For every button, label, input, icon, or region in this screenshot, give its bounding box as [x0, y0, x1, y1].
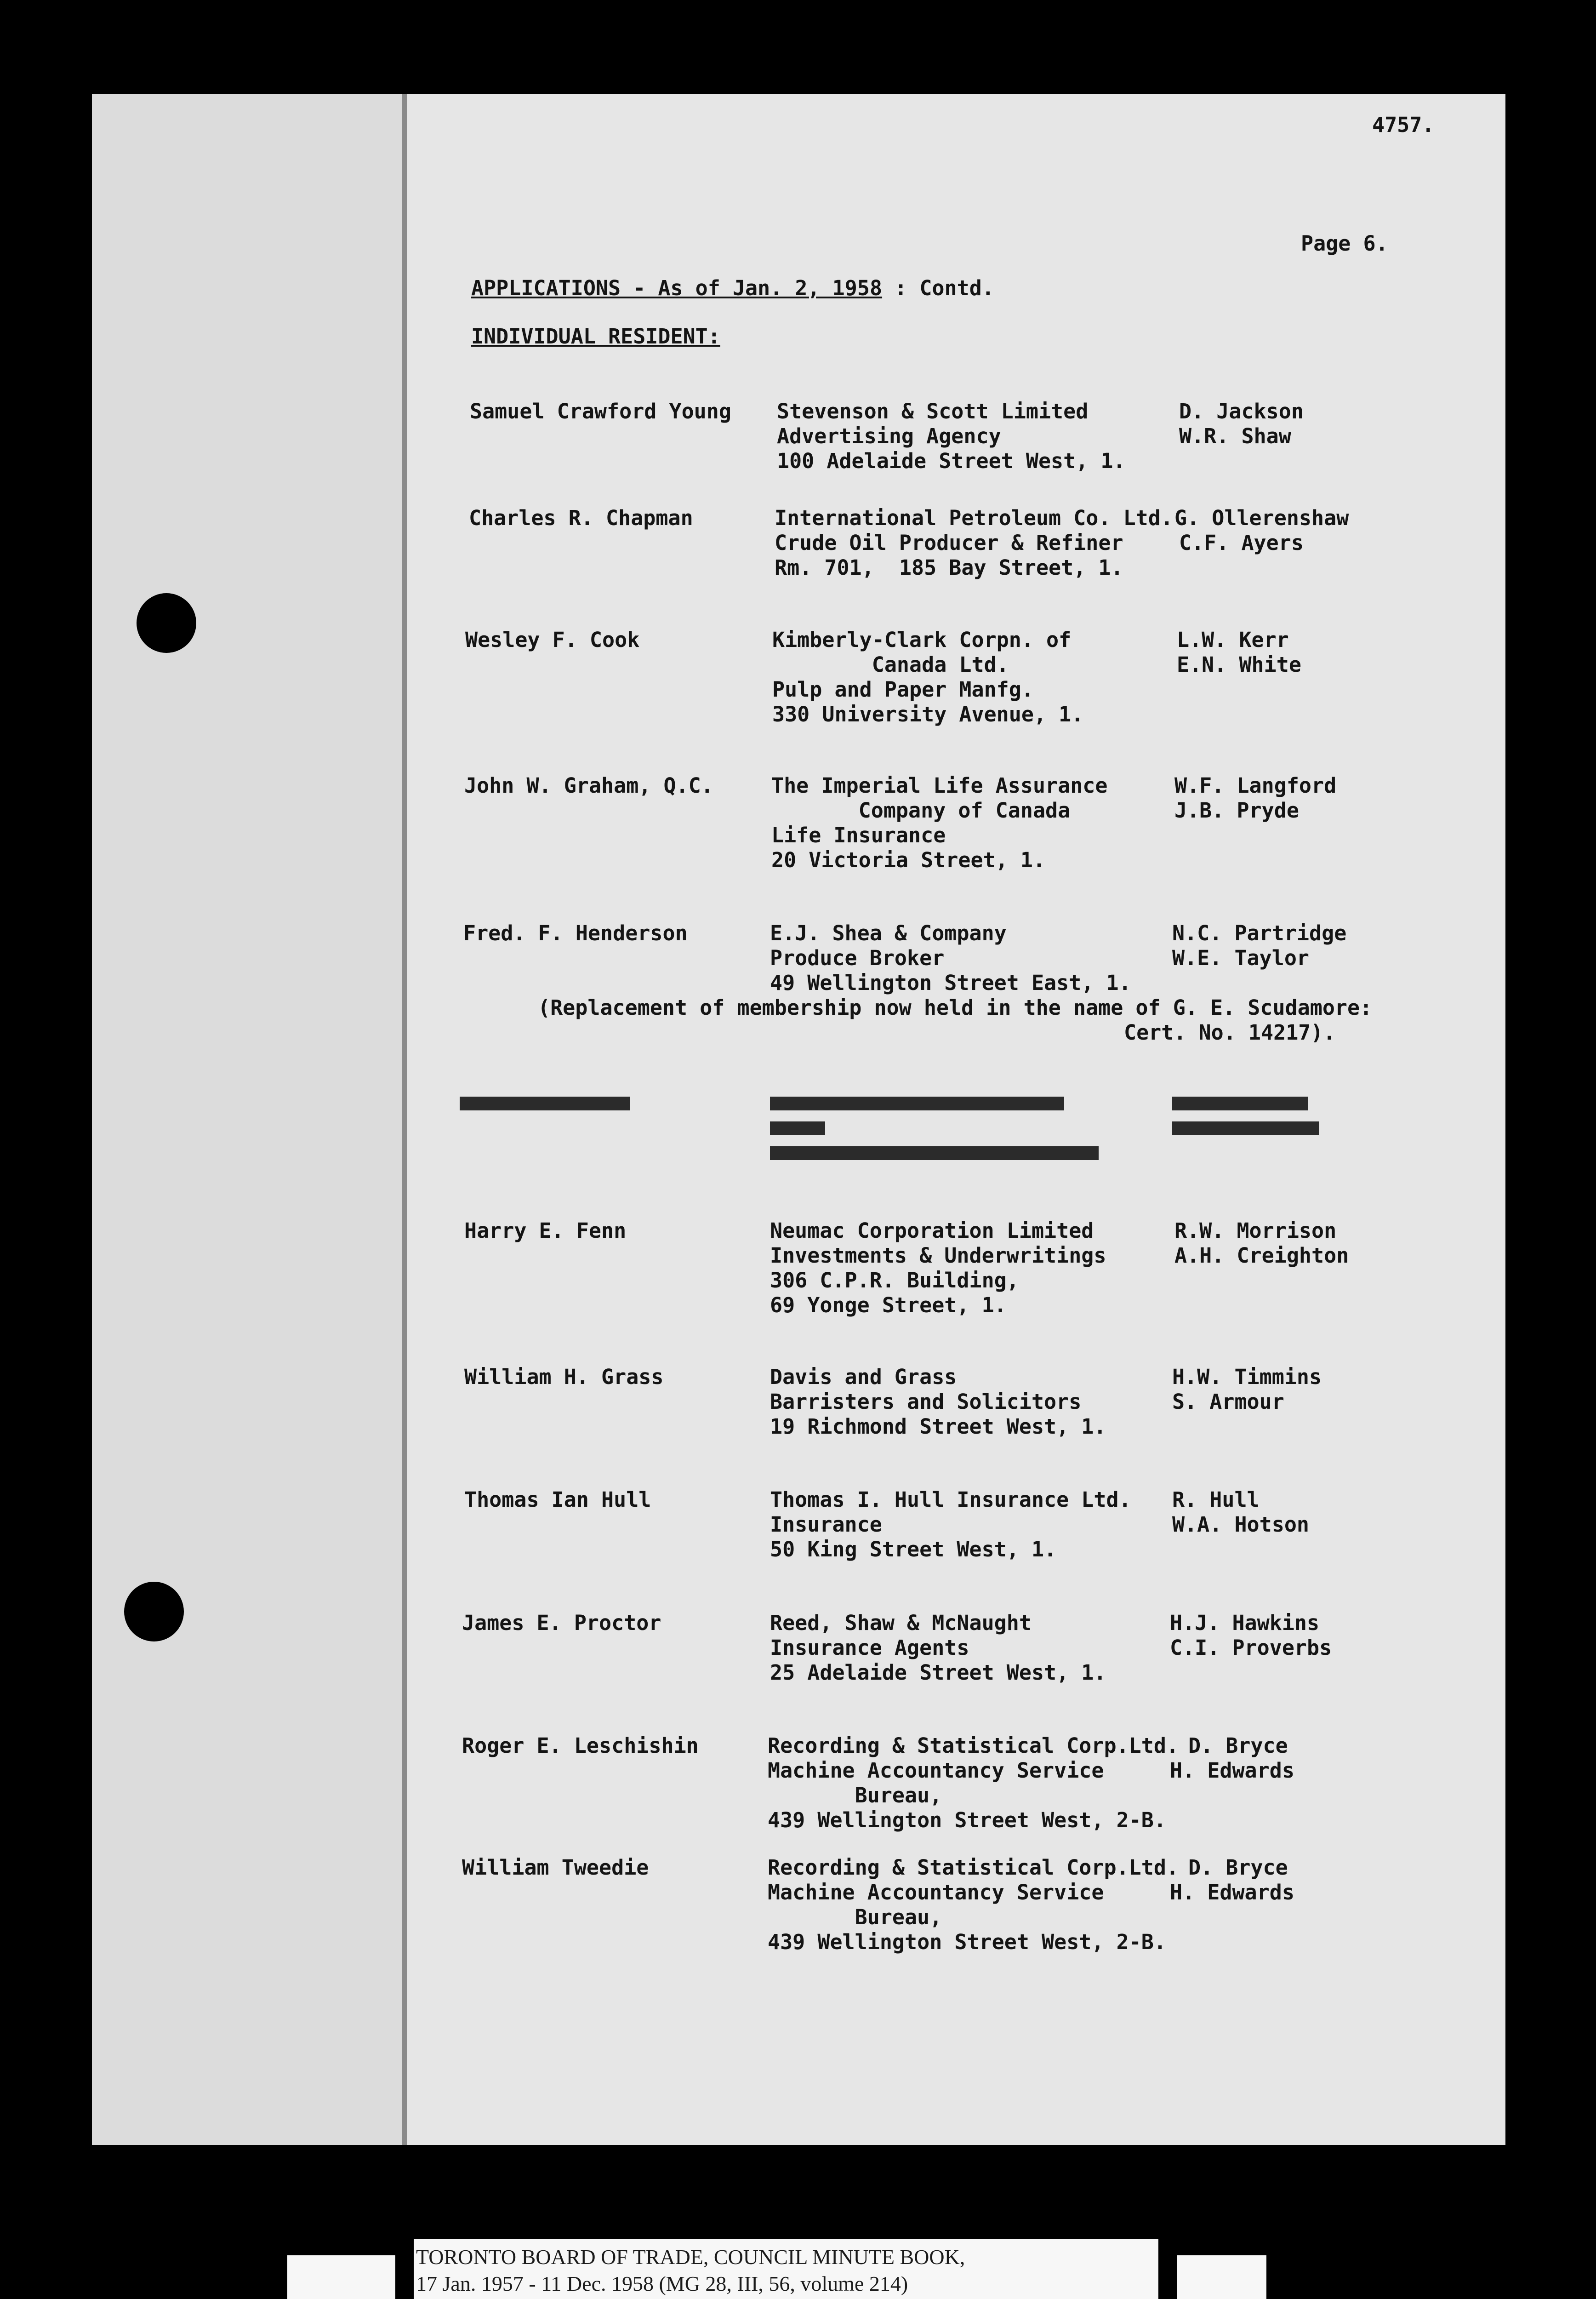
company-line: Kimberly-Clark Corpn. of [772, 628, 1072, 652]
company-line: Life Insurance [771, 823, 946, 847]
sponsor: D. Bryce [1188, 1733, 1288, 1758]
sponsor: S. Armour [1172, 1390, 1284, 1414]
sponsor: W.E. Taylor [1172, 946, 1310, 970]
company-line: Investments & Underwritings [770, 1243, 1106, 1268]
struck-out-company [770, 1097, 1064, 1110]
company-line: Company of Canada [771, 798, 1071, 823]
company-line: 19 Richmond Street West, 1. [770, 1414, 1106, 1439]
company-line: 439 Wellington Street West, 2-B. [768, 1930, 1166, 1954]
company-line: 25 Adelaide Street West, 1. [770, 1660, 1106, 1685]
sponsor: C.I. Proverbs [1170, 1636, 1332, 1660]
sponsor: W.A. Hotson [1172, 1512, 1310, 1537]
applicant-name: Fred. F. Henderson [463, 921, 688, 945]
sponsor: W.F. Langford [1174, 773, 1337, 798]
company-line: Davis and Grass [770, 1365, 957, 1389]
company-line: 439 Wellington Street West, 2-B. [768, 1808, 1166, 1832]
applicant-name: Roger E. Leschishin [462, 1733, 699, 1758]
sponsor: A.H. Creighton [1174, 1243, 1349, 1268]
applicant-name: John W. Graham, Q.C. [464, 773, 713, 798]
applicant-name: William H. Grass [464, 1365, 664, 1389]
struck-out-company [770, 1121, 825, 1135]
punch-hole [137, 593, 196, 653]
replacement-note: (Replacement of membership now held in the name of G. E. Scudamore: [538, 995, 1373, 1020]
company-line: Pulp and Paper Manfg. [772, 677, 1034, 702]
sponsor: J.B. Pryde [1174, 798, 1299, 823]
company-line: 69 Yonge Street, 1. [770, 1293, 1007, 1317]
heading-title: APPLICATIONS - As of Jan. 2, 1958 [471, 276, 883, 300]
replacement-note: Cert. No. 14217). [1124, 1020, 1336, 1045]
sponsor: H. Edwards [1170, 1758, 1294, 1783]
margin-line [402, 94, 407, 2145]
struck-out-sponsor [1172, 1121, 1319, 1135]
sponsor: C.F. Ayers [1179, 531, 1304, 555]
company-line: Canada Ltd. [772, 652, 1009, 677]
company-line: Insurance Agents [770, 1636, 969, 1660]
page-number: Page 6. [1301, 231, 1388, 256]
company-line: 20 Victoria Street, 1. [771, 848, 1046, 872]
company-line: 50 King Street West, 1. [770, 1537, 1057, 1561]
company-line: Advertising Agency [777, 424, 1001, 448]
company-line: Produce Broker [770, 946, 945, 970]
sponsor: G. Ollerenshaw [1174, 506, 1349, 530]
company-line: Machine Accountancy Service [768, 1758, 1104, 1783]
company-line: Neumac Corporation Limited [770, 1218, 1094, 1243]
sponsor: E.N. White [1177, 652, 1301, 677]
company-line: Recording & Statistical Corp.Ltd. [768, 1733, 1179, 1758]
applicant-name: Thomas Ian Hull [464, 1487, 651, 1512]
company-line: Thomas I. Hull Insurance Ltd. [770, 1487, 1131, 1512]
sponsor: N.C. Partridge [1172, 921, 1347, 945]
struck-out-name [460, 1097, 630, 1110]
label-line: TORONTO BOARD OF TRADE, COUNCIL MINUTE BOOK, [416, 2245, 965, 2269]
company-line: Bureau, [768, 1905, 942, 1929]
section-heading: INDIVIDUAL RESIDENT: [471, 324, 720, 349]
sponsor: L.W. Kerr [1177, 628, 1289, 652]
company-line: Crude Oil Producer & Refiner [775, 531, 1123, 555]
sponsor: W.R. Shaw [1179, 424, 1291, 448]
company-line: Stevenson & Scott Limited [777, 399, 1089, 423]
company-line: Reed, Shaw & McNaught [770, 1611, 1032, 1635]
folio-number: 4757. [1372, 113, 1435, 137]
company-line: 100 Adelaide Street West, 1. [777, 449, 1126, 473]
company-line: Barristers and Solicitors [770, 1390, 1082, 1414]
company-line: Machine Accountancy Service [768, 1880, 1104, 1904]
company-line: Insurance [770, 1512, 882, 1537]
sponsor: D. Jackson [1179, 399, 1304, 423]
sponsor: R. Hull [1172, 1487, 1260, 1512]
sponsor: R.W. Morrison [1174, 1218, 1337, 1243]
sponsor: H.W. Timmins [1172, 1365, 1322, 1389]
heading [471, 276, 994, 301]
sponsor: D. Bryce [1188, 1855, 1288, 1880]
applicant-name: Harry E. Fenn [464, 1218, 627, 1243]
applicant-name: Wesley F. Cook [465, 628, 640, 652]
punch-hole [124, 1582, 184, 1641]
label-line: 17 Jan. 1957 - 11 Dec. 1958 (MG 28, III, 56, volume 214) [416, 2272, 908, 2295]
company-line: 306 C.P.R. Building, [770, 1268, 1019, 1292]
company-line: Rm. 701, 185 Bay Street, 1. [775, 555, 1123, 580]
company-line: Bureau, [768, 1783, 942, 1807]
struck-out-sponsor [1172, 1097, 1308, 1110]
struck-out-company [770, 1146, 1099, 1160]
applicant-name: Charles R. Chapman [469, 506, 693, 530]
sponsor: H.J. Hawkins [1170, 1611, 1320, 1635]
company-line: E.J. Shea & Company [770, 921, 1007, 945]
company-line: The Imperial Life Assurance [771, 773, 1108, 798]
applicant-name: Samuel Crawford Young [470, 399, 731, 423]
company-line: 330 University Avenue, 1. [772, 702, 1084, 726]
company-line: International Petroleum Co. Ltd. [775, 506, 1173, 530]
heading-suffix: : Contd. [882, 276, 994, 300]
applicant-name: James E. Proctor [462, 1611, 661, 1635]
company-line: Recording & Statistical Corp.Ltd. [768, 1855, 1179, 1880]
sponsor: H. Edwards [1170, 1880, 1294, 1904]
left-margin [92, 94, 405, 2145]
applicant-name: William Tweedie [462, 1855, 649, 1880]
company-line: 49 Wellington Street East, 1. [770, 971, 1131, 995]
